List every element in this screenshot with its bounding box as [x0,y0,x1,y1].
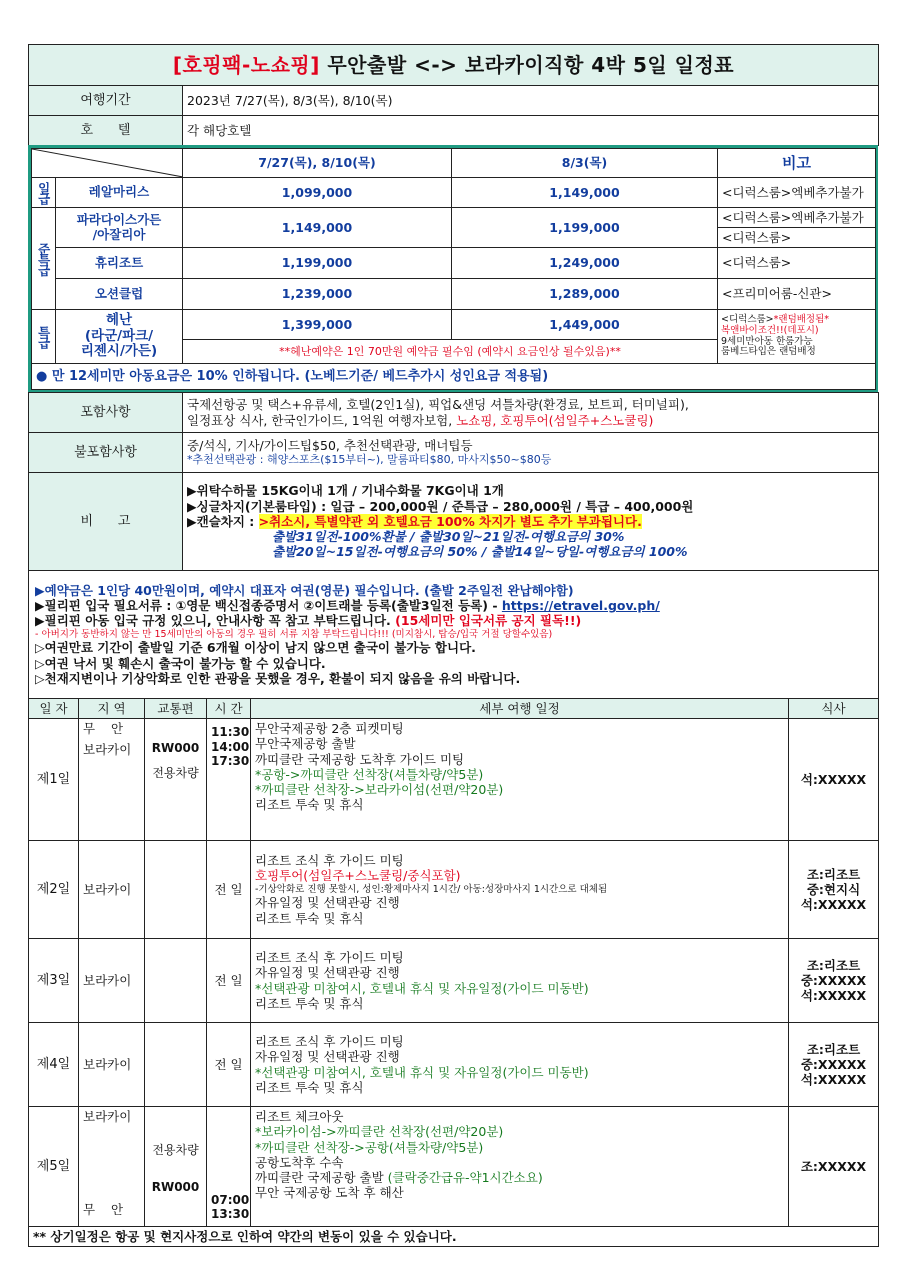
detail-text: 까띠클란 국제공항 출발 [255,1170,388,1185]
day-region [79,719,145,841]
hotel-name: 휴리조트 [56,248,183,279]
day-transport [145,1107,207,1227]
day-meal [789,841,879,939]
itinerary-sheet [28,44,878,1247]
detail-line: *까띠클란 선착장->보라카이섬(선편/약20분) [255,782,504,797]
note-a: <디럭스룸> [721,313,774,325]
day-detail [251,841,789,939]
col-header-1: 7/27(목), 8/10(목) [183,149,452,178]
hotel-label: 호 텔 [29,116,183,146]
hotel-note: <디럭스룸> [718,248,876,279]
day-meal: 조:XXXXX [789,1107,879,1227]
detail-line: 까띠클란 국제공항 도착후 가이드 미팅 [255,751,465,767]
hotel-note [718,310,876,364]
meal-lunch: 중:현지식 [806,881,861,897]
included-line: 국제선항공 및 택스+유류세, 호텔(2인1실), 픽업&샌딩 셔틀차량(환경료, 보트피, 터미널피), [187,397,689,413]
price-cell: 1,099,000 [183,178,452,208]
region-b: 보라카이 [83,742,132,758]
detail-line: 리조트 투숙 및 휴식 [255,910,364,926]
time-a: 07:00 [211,1192,250,1207]
hotel-name-a: 파라다이스가든 [76,212,162,228]
detail-line: -기상악화로 진행 못할시, 성인:황제마사지 1시간/ 아동:성장마사지 1시간으로 대체됨 [255,883,608,895]
notice-documents [35,598,872,613]
notice-father: - 아버지가 동반하지 않는 만 15세미만의 아동의 경우 필히 서류 지참 부탁드립니다!!! (미지참시, 탑승/입국 거절 당할수있음) [35,628,553,640]
region-b: 무 안 [83,1202,124,1218]
henan-warning: **헤난예약은 1인 70만원 예약금 필수임 (예약시 요금인상 될수있음)** [183,340,718,364]
title-brand: [호핑팩-노쇼핑] [172,52,320,77]
day-transport [145,939,207,1023]
hotel-note: <디럭스룸>엑베추가불가 [718,178,876,208]
detail-line: 무안국제공항 출발 [255,736,356,752]
note-c: 복앤바이조건!!(데포시) [721,324,819,336]
price-cell: 1,149,000 [452,178,718,208]
col-header-2: 8/3(목) [452,149,718,178]
transport-b: 전용차량 [152,765,199,780]
cancel-label: ▶캔슬차지 : [187,513,259,529]
detail-line: 호핑투어(섬일주+스노쿨링/중식포함) [255,868,461,884]
remarks-content [183,473,879,571]
day-time [207,719,251,841]
day-region [79,1107,145,1227]
header-transport: 교통편 [145,699,207,719]
included-line [187,413,874,428]
detail-line: 공항도착후 수속 [255,1154,344,1170]
excluded-content [183,433,879,473]
detail-line [255,1170,784,1185]
price-cell: 1,289,000 [452,279,718,310]
schedule-row [29,1023,879,1107]
region-a: 무 안 [83,721,124,736]
day-time: 전 일 [207,939,251,1023]
day-detail [251,1023,789,1107]
day-time: 전 일 [207,1023,251,1107]
hotel-note: <프리미어룸-신관> [718,279,876,310]
cancel-rule: 출발20일~15일전-여행요금의 50% / 출발14일~당일-여행요금의 100% [272,544,688,560]
title-text: 무안출발 <-> 보라카이직항 4박 5일 일정표 [327,52,735,77]
price-table [31,148,876,390]
day-label: 제5일 [29,1107,79,1227]
detail-line: 무안국제공항 2층 피켓미팅 [255,721,404,736]
detail-line: 리조트 조식 후 가이드 미팅 [255,950,404,965]
meal-dinner: 석:XXXXX [800,1072,867,1088]
cancel-rule: 출발31일전-100%환불 / 출발30일~21일전-여행요금의 30% [272,529,625,545]
terms-table [28,392,879,699]
detail-line: 자유일정 및 선택관광 진행 [255,965,400,981]
included-label: 포함사항 [29,393,183,433]
hotel-name: 레알마리스 [56,178,183,208]
detail-note: (클락중간급유-약1시간소요) [387,1170,543,1185]
day-label: 제3일 [29,939,79,1023]
header-region: 지 역 [79,699,145,719]
hotel-value: 각 해당호텔 [183,116,879,146]
schedule-row [29,841,879,939]
schedule-footer: ** 상기일정은 항공 및 현지사정으로 인하여 약간의 변동이 있을 수 있습니다. [29,1227,879,1247]
meal-lunch: 중:XXXXX [800,1056,867,1072]
excluded-label: 불포함사항 [29,433,183,473]
meal-breakfast: 조:리조트 [806,957,861,973]
meal-dinner: 석:XXXXX [800,988,867,1004]
excluded-line: 중/석식, 기사/가이드팁$50, 추천선택관광, 매너팁등 [187,438,473,454]
day-transport [145,1023,207,1107]
time-b: 14:00 [211,739,250,754]
time-b: 13:30 [211,1207,250,1222]
notice-deposit: ▶예약금은 1인당 40만원이며, 예약시 대표자 여권(영문) 필수입니다. (출발 2주일전 완납해야함) [35,582,574,598]
remark-cancel [187,514,874,529]
meal-breakfast: 조:리조트 [806,866,861,882]
hotel-note: <디럭스룸> [718,228,876,248]
meal-breakfast: 조:리조트 [806,1041,861,1057]
group-2: 준특급 [32,208,56,310]
header-day: 일 자 [29,699,79,719]
cancel-highlight: >취소시, 특별약관 외 호텔요금 100% 차지가 별도 추가 부과됩니다. [258,513,642,529]
day-transport [145,841,207,939]
price-cell: 1,149,000 [183,208,452,248]
note-e: 룸베드타입은 랜덤배정 [721,346,816,358]
detail-line: 무안 국제공항 도착 후 해산 [255,1185,404,1201]
hotel-name-a: 헤난 [105,312,133,329]
remark-baggage: ▶위탁수하물 15KG이내 1개 / 기내수화물 7KG이내 1개 [187,483,504,499]
day-region: 보라카이 [79,841,145,939]
period-value: 2023년 7/27(목), 8/3(목), 8/10(목) [183,86,879,116]
header-time: 시 간 [207,699,251,719]
schedule-row [29,1107,879,1227]
hotel-name-b: (라군/파크/ [84,327,154,344]
day-time: 전 일 [207,841,251,939]
meal-lunch: 중:XXXXX [800,972,867,988]
remark-single-charge: ▶싱글차지(기본룸타입) : 일급 – 200,000원 / 준특급 – 280,000원 / 특급 – 400,000원 [187,498,694,514]
time-a: 11:30 [211,725,250,739]
detail-line: 리조트 투숙 및 휴식 [255,797,364,813]
hotel-name: 오션클럽 [56,279,183,310]
notice-passport-damage: ▷여권 낙서 및 훼손시 출국이 불가능 할 수 있습니다. [35,655,326,671]
day-meal [789,1023,879,1107]
hotel-name [56,310,183,364]
detail-line: 리조트 투숙 및 휴식 [255,1079,364,1095]
day-detail [251,719,789,841]
transport-a: 전용차량 [152,1143,199,1157]
notice-child-text: ▶필리핀 아동 입국 규정 있으니, 안내사항 꼭 참고 부탁드립니다. [35,613,396,629]
price-cell: 1,239,000 [183,279,452,310]
note-b: *랜덤배정됨* [773,313,830,325]
notice-documents-text: ▶필리핀 입국 필요서류 : ①영문 백신접종증명서 ②이트래블 등록(출발3일전 등록) - [35,598,502,614]
header-detail: 세부 여행 일정 [251,699,789,719]
day-label: 제1일 [29,719,79,841]
notices [29,571,879,699]
child-note: ● 만 12세미만 아동요금은 10% 인하됩니다. (노베드기준/ 베드추가시 성인요금 적용됨) [32,364,876,390]
day-label: 제2일 [29,841,79,939]
hotel-name-b: /아잘리아 [92,226,146,242]
schedule-table [28,698,879,1247]
transport-b: RW000 [151,1179,200,1194]
day-meal: 석:XXXXX [789,719,879,841]
etravel-link[interactable]: https://etravel.gov.ph/ [501,598,660,614]
corner-diagonal [32,149,183,178]
group-1: 일급 [32,178,56,208]
included-content [183,393,879,433]
included-highlight: 노쇼핑, 호핑투어(섬일주+스노쿨링) [456,412,654,428]
included-text: 일정표상 식사, 한국인가이드, 1억원 여행자보험, [187,412,457,428]
hotel-name-c: 리젠시/가든) [80,343,158,360]
price-box [28,145,878,393]
day-time [207,1107,251,1227]
day-transport [145,719,207,841]
schedule-row [29,719,879,841]
detail-line: *선택관광 미참여시, 호텔내 휴식 및 자유일정(가이드 미동반) [255,1064,589,1080]
detail-line: *까띠클란 선착장->공항(셔틀차량/약5분) [255,1139,484,1155]
time-c: 17:30 [211,754,250,769]
transport-a: RW000 [151,741,200,755]
day-meal [789,939,879,1023]
notice-passport-expiry: ▷여권만료 기간이 출발일 기준 6개월 이상이 남지 않으면 출국이 불가능 합니다. [35,640,476,656]
day-detail [251,1107,789,1227]
notice-child [35,613,872,628]
price-cell: 1,199,000 [183,248,452,279]
detail-line: 리조트 조식 후 가이드 미팅 [255,853,404,869]
day-detail [251,939,789,1023]
note-d: 9세미만아동 한룸가능 [721,335,813,347]
remarks-label: 비 고 [29,473,183,571]
notice-weather: ▷천재지변이나 기상악화로 인한 관광을 못했을 경우, 환불이 되지 않음을 유의 바랍니다. [35,670,521,686]
meal-dinner: 석:XXXXX [800,897,867,913]
day-region: 보라카이 [79,1023,145,1107]
detail-line: 리조트 체크아웃 [255,1109,344,1124]
detail-line: 자유일정 및 선택관광 진행 [255,895,400,911]
group-3: 특급 [32,310,56,364]
detail-line: 리조트 투숙 및 휴식 [255,995,364,1011]
price-cell: 1,249,000 [452,248,718,279]
detail-line: 리조트 조식 후 가이드 미팅 [255,1034,404,1049]
schedule-row [29,939,879,1023]
price-cell: 1,449,000 [452,310,718,340]
detail-line: *보라카이섬->까띠클란 선착장(선편/약20분) [255,1124,504,1140]
region-a: 보라카이 [83,1109,132,1124]
day-label: 제4일 [29,1023,79,1107]
detail-line: *선택관광 미참여시, 호텔내 휴식 및 자유일정(가이드 미동반) [255,980,589,996]
info-table [28,44,879,146]
price-cell: 1,399,000 [183,310,452,340]
period-label: 여행기간 [29,86,183,116]
hotel-name [56,208,183,248]
page-title [29,45,879,86]
excluded-optional: *추천선택관광 : 해양스포츠($15부터~), 말룸파티$80, 마사지$50~$80등 [187,453,552,467]
detail-line: 자유일정 및 선택관광 진행 [255,1049,400,1065]
header-meal: 식사 [789,699,879,719]
col-header-remarks: 비고 [718,149,876,178]
detail-line: *공항->까띠클란 선착장(셔틀차량/약5분) [255,766,484,782]
price-cell: 1,199,000 [452,208,718,248]
day-region: 보라카이 [79,939,145,1023]
hotel-note: <디럭스룸>엑베추가불가 [718,208,876,228]
notice-child-highlight: (15세미만 입국서류 공지 필독!!) [395,613,582,629]
